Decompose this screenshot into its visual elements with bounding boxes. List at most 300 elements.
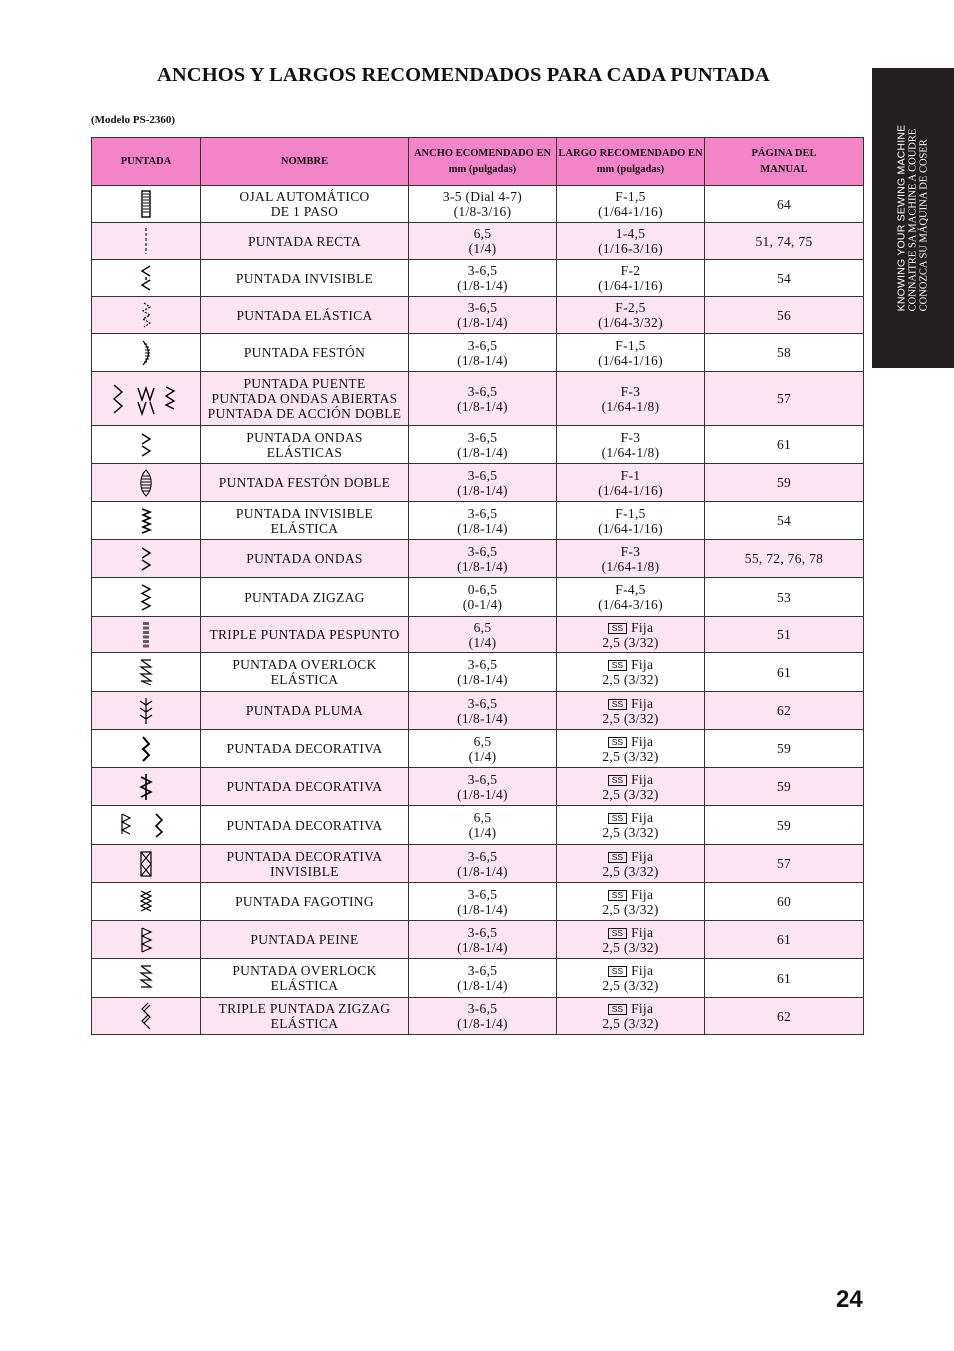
width-value: 3-6,5 [467,848,498,864]
table-row [92,260,864,297]
decorative-stitch-icon [134,734,158,764]
width-value: (1/4) [468,748,497,764]
length-value: F-3 [620,429,641,445]
length-value: 2,5 (3/32) [602,863,659,879]
length-value: Fija [631,924,654,940]
header-page-line1: PÁGINA DEL [751,147,817,159]
width-value: (1/8-1/4) [457,444,508,460]
ss-badge: SS [608,890,627,901]
width-cell [409,464,557,502]
table-row [92,806,864,845]
manual-page-cell: 59 [705,806,864,845]
manual-page-cell: 53 [705,578,864,617]
length-value: 2,5 (3/32) [602,710,659,726]
ss-badge: SS [608,699,627,710]
stitch-cell [92,959,201,998]
length-value: (1/64-1/16) [598,520,663,536]
width-value: (1/8-1/4) [457,482,508,498]
stitch-name-cell [201,297,409,334]
table-row [92,617,864,653]
table-row [92,297,864,334]
stitch-name-cell [201,260,409,297]
length-value: Fija [631,886,654,902]
manual-page-cell: 61 [705,959,864,998]
ss-badge: SS [608,813,627,824]
length-value: Fija [631,695,654,711]
table-row [92,223,864,260]
table-row [92,692,864,730]
stitch-cell [92,730,201,768]
length-cell [557,653,705,692]
comb-stitch-icon [134,925,158,955]
width-value: 3-6,5 [467,886,498,902]
width-value: (1/8-1/4) [457,278,508,293]
manual-page-cell: 54 [705,260,864,297]
table-row [92,998,864,1035]
length-value: 2,5 (3/32) [602,748,659,764]
width-value: (1/8-1/4) [457,901,508,917]
table-row [92,883,864,921]
width-cell [409,845,557,883]
width-cell [409,998,557,1035]
fagoting-stitch-icon [134,887,158,917]
decorative-blind-stitch-icon [134,849,158,879]
stitch-name-cell [201,806,409,845]
manual-page-cell: 61 [705,653,864,692]
width-value: (1/4) [468,241,497,256]
elastic-stitch-icon [134,300,158,330]
width-value: (0-1/4) [462,597,503,612]
stitch-name-cell [201,372,409,426]
decorative-stitch-2-icon [134,772,158,802]
stitch-name-cell [201,186,409,223]
model-label: (Modelo PS-2360) [91,114,176,126]
width-value: 3-6,5 [467,695,498,711]
width-value: 6,5 [473,619,492,635]
length-value: F-3 [620,383,641,399]
width-cell [409,883,557,921]
table-row [92,334,864,372]
stitch-name-cell [201,426,409,464]
blind-stitch-icon [134,263,158,293]
width-value: 3-6,5 [467,1001,498,1016]
width-value: 3-6,5 [467,924,498,940]
stitch-cell [92,426,201,464]
stitch-name: PUNTADA DECORATIVA [226,817,383,833]
length-cell [557,845,705,883]
width-value: 3-6,5 [467,505,498,521]
length-value: Fija [631,1001,654,1016]
length-value: (1/64-1/8) [601,558,660,574]
length-value: 2,5 (3/32) [602,939,659,955]
width-cell [409,578,557,617]
width-value: (1/8-1/4) [457,786,508,802]
stitch-cell [92,372,201,426]
side-tab-text [897,125,930,312]
length-cell [557,998,705,1035]
table-row [92,768,864,806]
stitch-name-cell [201,653,409,692]
width-cell [409,692,557,730]
elastic-overlock-stitch-icon [134,657,158,687]
header-page-line2: MANUAL [760,163,808,175]
table-row [92,959,864,998]
header-page [705,138,864,186]
length-value: Fija [631,619,654,635]
stitch-cell [92,464,201,502]
stitch-cell [92,921,201,959]
header-length-line1: LARGO RECOMENDADO EN [558,147,703,159]
width-value: (1/8-1/4) [457,315,508,330]
elastic-wave-stitch-icon [134,430,158,460]
length-value: F-1,5 [615,189,646,204]
stitch-cell [92,692,201,730]
length-value: (1/64-3/32) [598,315,663,330]
stitch-name: PUNTADA PUENTE [243,376,366,391]
stitch-name: PUNTADA OVERLOCK [232,963,377,978]
length-value: (1/64-1/8) [601,444,660,460]
length-cell [557,617,705,653]
stitch-name-cell [201,692,409,730]
length-value: F-2,5 [615,300,646,315]
stitch-cell [92,260,201,297]
decorative-stitch-pair-icon [118,810,174,840]
manual-page-cell: 59 [705,768,864,806]
stitch-cell [92,653,201,692]
length-value: F-2 [620,263,641,278]
stitch-cell [92,223,201,260]
width-cell [409,540,557,578]
width-value: 3-6,5 [467,467,498,483]
stitch-name: PUNTADA DECORATIVA [226,741,383,756]
table-row [92,464,864,502]
stitch-name: PUNTADA DECORATIVA [226,779,383,794]
width-value: (1/8-1/4) [457,939,508,955]
elastic-overlock-stitch-2-icon [134,963,158,993]
length-cell [557,502,705,540]
feather-stitch-icon [134,696,158,726]
width-cell [409,223,557,260]
stitch-name: PUNTADA PLUMA [245,703,364,718]
table-row [92,653,864,692]
ss-badge: SS [608,623,627,634]
page-number: 24 [836,1286,863,1313]
stitch-name-cell [201,768,409,806]
stitch-name: PUNTADA ONDAS ABIERTAS [211,391,398,406]
header-name: NOMBRE [201,138,409,186]
manual-page-cell: 51 [705,617,864,653]
length-value: 2,5 (3/32) [602,978,659,993]
stitch-name: ELÁSTICA [270,672,339,687]
length-cell [557,921,705,959]
length-value: (1/64-1/8) [601,398,660,414]
width-cell [409,921,557,959]
stitch-name: PUNTADA DE ACCIÓN DOBLE [207,406,402,421]
side-tab-line-es: CONOZCA SU MÁQUINA DE COSER [918,139,930,312]
header-stitch: PUNTADA [92,138,201,186]
width-cell [409,426,557,464]
length-value: 2,5 (3/32) [602,786,659,802]
table-row [92,540,864,578]
length-value: Fija [631,963,654,978]
stitch-cell [92,806,201,845]
width-cell [409,297,557,334]
length-cell [557,464,705,502]
ss-badge: SS [608,737,627,748]
width-value: (1/8-1/4) [457,352,508,368]
stitch-name-cell [201,998,409,1035]
stitch-name-cell [201,730,409,768]
width-cell [409,260,557,297]
manual-page-cell: 61 [705,426,864,464]
length-value: (1/64-1/16) [598,482,663,498]
stitch-name: OJAL AUTOMÁTICO [239,189,370,204]
manual-page-cell: 58 [705,334,864,372]
zigzag-stitch-icon [134,582,158,612]
stitch-name: PUNTADA ELÁSTICA [236,307,373,323]
width-cell [409,959,557,998]
length-value: F-1,5 [615,337,646,353]
width-cell [409,372,557,426]
stitch-name: PUNTADA INVISIBLE [235,505,374,521]
length-value: Fija [631,848,654,864]
width-value: (1/4) [468,634,497,650]
ss-badge: SS [608,1004,627,1015]
ss-badge: SS [608,660,627,671]
stitch-cell [92,334,201,372]
header-length-line2: mm (pulgadas) [596,163,665,175]
length-value: Fija [631,657,654,672]
stitch-cell [92,617,201,653]
width-value: 3-6,5 [467,337,498,353]
width-value: 3-6,5 [467,383,498,399]
manual-page-cell: 54 [705,502,864,540]
width-value: (1/8-1/4) [457,672,508,687]
length-cell [557,806,705,845]
length-value: 2,5 (3/32) [602,901,659,917]
table-row [92,921,864,959]
manual-page-cell: 61 [705,921,864,959]
table-row [92,426,864,464]
length-cell [557,372,705,426]
width-cell [409,806,557,845]
stitch-name: TRIPLE PUNTADA PESPUNTO [209,627,400,642]
length-cell [557,260,705,297]
stitch-cell [92,578,201,617]
width-value: (1/8-1/4) [457,1016,508,1031]
manual-page-cell: 57 [705,372,864,426]
length-cell [557,883,705,921]
width-value: 3-6,5 [467,429,498,445]
stitch-name: ELÁSTICA [270,1016,339,1031]
length-value: F-1,5 [615,505,646,521]
ss-badge: SS [608,928,627,939]
buttonhole-stitch-icon [134,189,158,219]
length-cell [557,426,705,464]
stitch-name-cell [201,334,409,372]
length-value: 2,5 (3/32) [602,1016,659,1031]
side-tab-line-en: KNOWING YOUR SEWING MACHINE [895,124,908,312]
stitch-name: ELÁSTICA [270,520,339,536]
width-cell [409,334,557,372]
scallop-stitch-icon [134,338,158,368]
stitch-name: PUNTADA ONDAS [246,429,363,445]
length-value: Fija [631,810,654,825]
length-cell [557,334,705,372]
stitch-name-cell [201,223,409,260]
triple-zigzag-stitch-icon [134,1001,158,1031]
bridge-wave-double-stitch-icon [106,382,186,416]
side-tab-line-fr: CONNAITRE SA MACHINE A COUDRE [907,128,919,312]
width-value: (1/4) [468,825,497,840]
length-value: (1/64-1/16) [598,278,663,293]
header-width [409,138,557,186]
manual-page-cell: 60 [705,883,864,921]
triple-straight-stitch-icon [134,620,158,650]
length-cell [557,730,705,768]
stitch-name-cell [201,502,409,540]
length-cell [557,186,705,223]
manual-page-cell: 62 [705,692,864,730]
length-cell [557,297,705,334]
width-value: (1/8-1/4) [457,398,508,414]
length-value: 1-4,5 [615,226,646,241]
width-value: 6,5 [473,226,492,241]
stitch-name: PUNTADA FAGOTING [235,894,374,909]
width-value: (1/8-1/4) [457,558,508,574]
table-row [92,845,864,883]
length-value: F-4,5 [615,582,646,597]
manual-page-cell: 64 [705,186,864,223]
width-value: (1/8-1/4) [457,978,508,993]
length-value: Fija [631,733,654,749]
stitch-name: PUNTADA INVISIBLE [235,270,374,286]
stitch-name: PUNTADA PEINE [250,932,359,947]
length-value: F-1 [620,467,641,483]
double-scallop-stitch-icon [134,468,158,498]
table-row [92,372,864,426]
length-value: F-3 [620,543,641,559]
width-cell [409,653,557,692]
manual-page-cell: 62 [705,998,864,1035]
width-value: (1/8-3/16) [453,204,512,219]
length-value: 2,5 (3/32) [602,825,659,840]
width-value: 3-6,5 [467,300,498,315]
stitch-name-cell [201,959,409,998]
width-value: 3-6,5 [467,963,498,978]
length-value: (1/16-3/16) [598,241,663,256]
width-value: 3-6,5 [467,263,498,278]
stitch-name: PUNTADA FESTÓN DOBLE [218,475,391,490]
length-cell [557,578,705,617]
manual-page-cell: 56 [705,297,864,334]
stitch-name: DE 1 PASO [270,204,339,219]
width-value: 6,5 [473,810,492,825]
stitch-name-cell [201,464,409,502]
length-value: 2,5 (3/32) [602,634,659,650]
length-value: (1/64-1/16) [598,204,663,219]
stitch-name-cell [201,921,409,959]
width-value: 3-6,5 [467,771,498,787]
length-cell [557,223,705,260]
stitch-cell [92,186,201,223]
width-value: 3-6,5 [467,657,498,672]
stitch-table [91,137,864,1035]
stitch-cell [92,883,201,921]
table-row [92,502,864,540]
length-value: (1/64-3/16) [598,597,663,612]
stitch-name-cell [201,578,409,617]
manual-page-cell: 57 [705,845,864,883]
straight-stitch-icon [134,226,158,256]
stitch-name: PUNTADA ZIGZAG [244,589,365,605]
length-value: Fija [631,771,654,787]
length-cell [557,959,705,998]
table-row [92,186,864,223]
length-value: (1/64-1/16) [598,352,663,368]
manual-page-cell: 55, 72, 76, 78 [705,540,864,578]
header-width-line2: mm (pulgadas) [448,163,517,175]
stitch-name: PUNTADA ONDAS [246,551,363,566]
width-value: (1/8-1/4) [457,710,508,726]
stitch-name-cell [201,883,409,921]
width-value: (1/8-1/4) [457,863,508,879]
stitch-name: ELÁSTICA [270,978,339,993]
stitch-name-cell [201,540,409,578]
stitch-name: PUNTADA OVERLOCK [232,657,377,672]
stitch-name-cell [201,617,409,653]
width-value: 3-5 (Dial 4-7) [442,189,523,204]
stitch-cell [92,768,201,806]
stitch-name: INVISIBLE [270,863,339,879]
manual-page-cell: 59 [705,464,864,502]
header-width-line1: ANCHO ECOMENDADO EN [413,147,552,159]
ss-badge: SS [608,966,627,977]
width-value: 6,5 [473,733,492,749]
ss-badge: SS [608,775,627,786]
stitch-name: PUNTADA DECORATIVA [226,848,383,864]
table-header-row [92,138,864,186]
table-row [92,730,864,768]
width-cell [409,617,557,653]
stitch-cell [92,845,201,883]
manual-page-cell: 59 [705,730,864,768]
page-title: ANCHOS Y LARGOS RECOMENDADOS PARA CADA PUNTADA [157,64,770,86]
length-cell [557,768,705,806]
width-cell [409,502,557,540]
table-row [92,578,864,617]
width-cell [409,730,557,768]
ss-badge: SS [608,852,627,863]
width-value: (1/8-1/4) [457,520,508,536]
stitch-cell [92,998,201,1035]
stitch-cell [92,540,201,578]
stitch-name: PUNTADA RECTA [247,233,362,249]
stitch-name: PUNTADA FESTÓN [243,345,366,360]
length-cell [557,692,705,730]
stitch-name: ELÁSTICAS [266,444,343,460]
stitch-cell [92,297,201,334]
width-value: 3-6,5 [467,543,498,559]
header-length [557,138,705,186]
manual-page-cell: 51, 74, 75 [705,223,864,260]
wave-stitch-icon [134,544,158,574]
stitch-name: TRIPLE PUNTADA ZIGZAG [218,1001,391,1016]
elastic-blind-stitch-icon [134,506,158,536]
stitch-cell [92,502,201,540]
length-cell [557,540,705,578]
stitch-name-cell [201,845,409,883]
